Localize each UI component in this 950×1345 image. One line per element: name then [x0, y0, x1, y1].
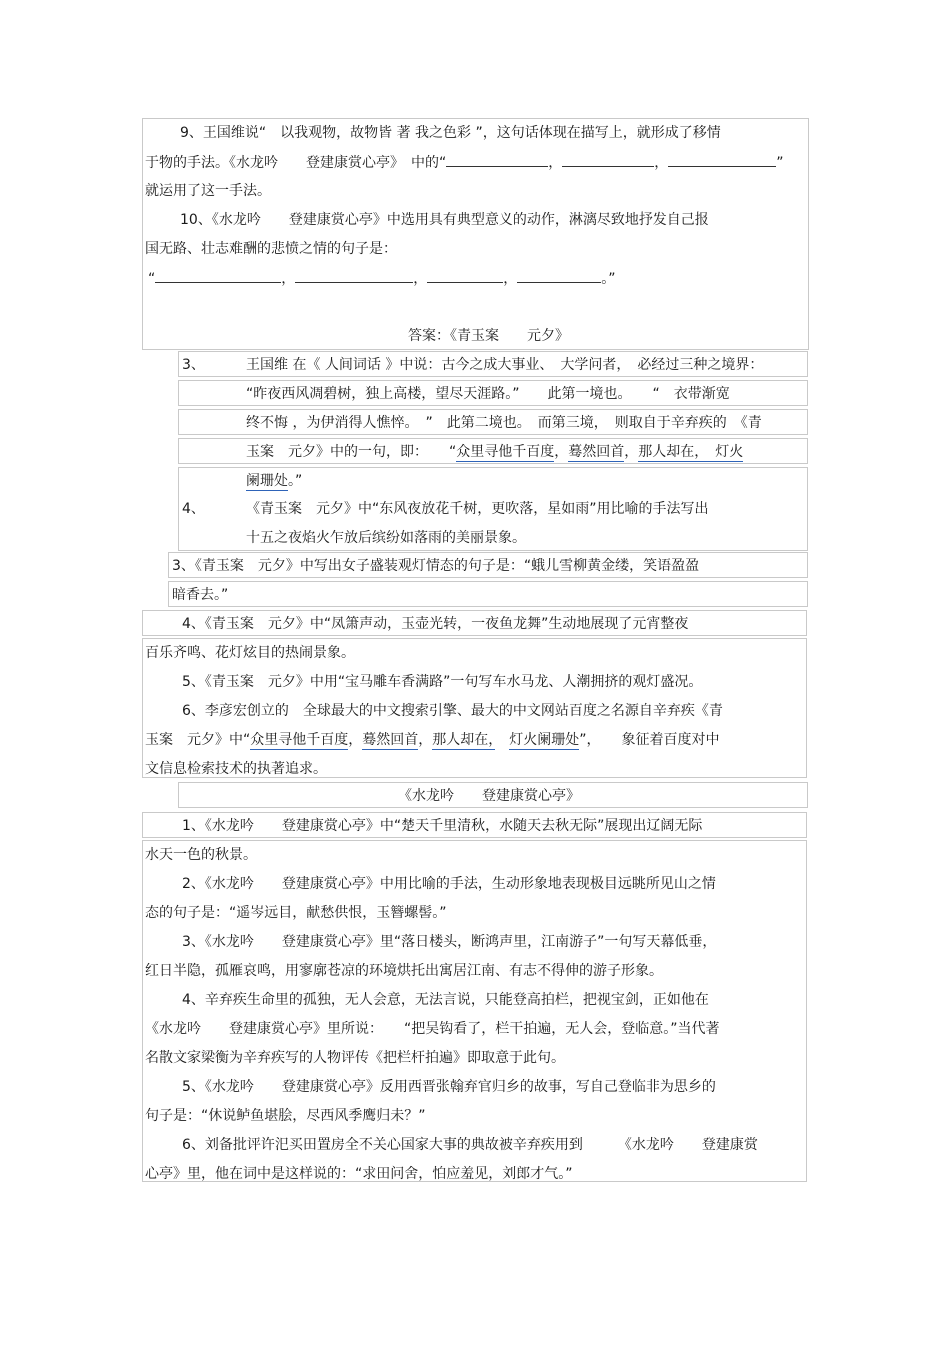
c3-line-2: 红日半隐，孤雁哀鸣，用寥廓苍凉的环境烘托出寓居江南、有志不得伸的游子形象。 [145, 963, 663, 979]
q10-end: 。” [601, 271, 616, 287]
q9-line-2 [145, 152, 784, 173]
answer-title: 答案：《青玉案 元夕》 [408, 328, 569, 344]
b3-line-2: 暗香去。” [172, 587, 229, 603]
q9-close: ” [776, 155, 784, 171]
c4-line-1: 4、辛弃疾生命里的孤独，无人会意，无法言说，只能登高拍栏，把视宝剑，正如他在 [182, 992, 709, 1008]
a4-line-2: 十五之夜焰火乍放后缤纷如落雨的美丽景象。 [246, 530, 526, 546]
b3-line-1: 3、《青玉案 元夕》中写出女子盛装观灯情态的句子是：“蛾儿雪柳黄金缕，笑语盈盈 [172, 558, 700, 574]
b4-line-1: 4、《青玉案 元夕》中“凤箫声动，玉壶光转，一夜鱼龙舞”生动地展现了元宵整夜 [182, 616, 689, 632]
c6-line-2: 心亭》里，他在词中是这样说的：“求田问舍，怕应羞见，刘郎才气。” [145, 1166, 573, 1182]
c2-line-1: 2、《水龙吟 登建康赏心亭》中用比喻的手法，生动形象地表现极目远眺所见山之情 [182, 876, 716, 892]
a3-underline-1: 众里寻他千百度 [456, 444, 555, 460]
b6-underline-1: 众里寻他千百度 [250, 732, 349, 748]
a3-comma-1: ， [554, 444, 569, 460]
a3-number: 3、 [182, 357, 205, 373]
a3-line-1: 王国维 在《 人间词话 》中说：古今之成大事业、 大学问者， 必经过三种之境界： [246, 357, 764, 373]
q10-open: “ [148, 271, 156, 287]
q10-line-3 [148, 268, 616, 289]
a3-underline-4: 阑珊处 [246, 473, 288, 489]
b6-line-2-end: ”， 象征着百度对中 [579, 732, 720, 748]
b6-line-3: 文信息检索技术的执著追求。 [145, 761, 327, 777]
q10-sep-3: ， [503, 271, 518, 287]
q10-line-2: 国无路、壮志难酬的悲愤之情的句子是： [145, 241, 397, 257]
q9-line-1: 9、王国维说“ 以我观物，故物皆 著 我之色彩 ”，这句话体现在描写上，就形成了移情 [180, 125, 721, 141]
a3-line-5 [246, 471, 302, 491]
q9-line-3: 就运用了这一手法。 [145, 183, 271, 199]
a3-comma-2: ， [624, 444, 639, 460]
sl-title: 《水龙吟 登建康赏心亭》 [398, 788, 580, 804]
c2-line-2: 态的句子是：“遥岑远目，献愁供恨，玉簪螺髻。” [145, 905, 447, 921]
a3-line-4 [246, 442, 743, 462]
c1-line-1: 1、《水龙吟 登建康赏心亭》中“楚天千里清秋，水随天去秋无际”展现出辽阔无际 [182, 818, 703, 834]
q10-sep-1: ， [281, 271, 296, 287]
b4-line-2: 百乐齐鸣、花灯炫目的热闹景象。 [145, 645, 355, 661]
q9-sep-2: ， [654, 155, 669, 171]
c5-line-1: 5、《水龙吟 登建康赏心亭》反用西晋张翰弃官归乡的故事，写自己登临非为思乡的 [182, 1079, 716, 1095]
q10-blank-2[interactable] [295, 268, 413, 283]
a3-line-4-text: 玉案 元夕》中的一句，即： “ [246, 444, 457, 460]
b5-line-1: 5、《青玉案 元夕》中用“宝马雕车香满路”一句写车水马龙、人潮拥挤的观灯盛况。 [182, 674, 703, 690]
a4-line-1: 《青玉案 元夕》中“东风夜放花千树，更吹落，星如雨”用比喻的手法写出 [246, 501, 709, 517]
q9-blank-1[interactable] [446, 152, 548, 167]
a3-underline-2: 蓦然回首 [568, 444, 625, 460]
b6-underline-3: 那人却在， [432, 732, 496, 748]
a4-number: 4、 [182, 501, 205, 517]
q9-line-2-text: 于物的手法。《水龙吟 登建康赏心亭》 中的“ [145, 155, 447, 171]
b6-space [495, 732, 509, 748]
c5-line-2: 句子是：“休说鲈鱼堪脍，尽西风季鹰归未？” [145, 1108, 426, 1124]
q10-blank-4[interactable] [517, 268, 601, 283]
b6-underline-2: 蓦然回首 [362, 732, 419, 748]
a3-line-5-end: 。” [288, 473, 303, 489]
q9-sep-1: ， [548, 155, 563, 171]
a3-line-2: “昨夜西风凋碧树，独上高楼，望尽天涯路。” 此第一境也。 “ 衣带渐宽 [246, 386, 730, 402]
q9-blank-3[interactable] [668, 152, 776, 167]
q10-line-1: 10、《水龙吟 登建康赏心亭》中选用具有典型意义的动作，淋漓尽致地抒发自己报 [180, 212, 709, 228]
b6-line-2 [145, 730, 720, 750]
c4-line-2: 《水龙吟 登建康赏心亭》里所说： “把吴钩看了，栏干拍遍，无人会，登临意。”当代著 [145, 1021, 720, 1037]
frame-b3b [168, 581, 808, 607]
b6-line-1: 6、李彦宏创立的 全球最大的中文搜索引擎、最大的中文网站百度之名源自辛弃疾《青 [182, 703, 723, 719]
c3-line-1: 3、《水龙吟 登建康赏心亭》里“落日楼头，断鸿声里，江南游子”一句写天幕低垂， [182, 934, 717, 950]
q10-sep-2: ， [413, 271, 428, 287]
q10-blank-1[interactable] [155, 268, 281, 283]
c4-line-3: 名散文家梁衡为辛弃疾写的人物评传《把栏杆拍遍》即取意于此句。 [145, 1050, 565, 1066]
q9-blank-2[interactable] [562, 152, 654, 167]
b6-comma-1: ， [348, 732, 363, 748]
c1-line-2: 水天一色的秋景。 [145, 847, 257, 863]
b6-underline-4: 灯火阑珊处 [509, 732, 580, 748]
q10-blank-3[interactable] [427, 268, 503, 283]
a3-underline-3: 那人却在， 灯火 [638, 444, 744, 460]
a3-line-3: 终不悔 ，为伊消得人憔悴。 ” 此第二境也。 而第三境， 则取自于辛弃疾的 《青 [246, 415, 762, 431]
c6-line-1: 6、刘备批评许汜买田置房全不关心国家大事的典故被辛弃疾用到 《水龙吟 登建康赏 [182, 1137, 758, 1153]
b6-comma-2: ， [418, 732, 433, 748]
b6-line-2-text: 玉案 元夕》中“ [145, 732, 251, 748]
